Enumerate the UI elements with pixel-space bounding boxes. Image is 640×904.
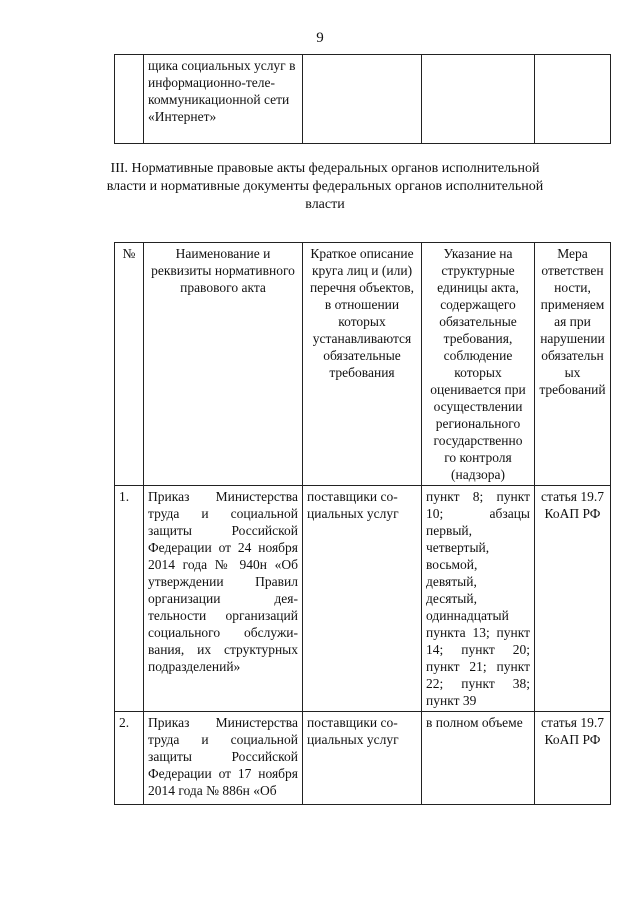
act-name: Приказ Министерства труда и социальной защиты Российской Федерации от 17 ноября 2014 года № 886н «Об [144,712,303,805]
table-cell [535,55,611,144]
table-row [115,712,611,805]
header-number: № [115,243,144,486]
table-row [115,486,611,712]
liability-measure: статья 19.7 КоАП РФ [535,712,611,805]
table-cell [303,55,422,144]
liability-measure: статья 19.7 КоАП РФ [535,486,611,712]
table-row [115,55,611,144]
table-cell [422,55,535,144]
structural-units: в полном объеме [422,712,535,805]
table-cell: щика социальных услуг в информационно-теле-коммуникационной сети «Интернет» [144,55,303,144]
regulatory-acts-table [114,242,611,805]
subject-description: поставщики со-циальных услуг [303,712,422,805]
header-act-name: Наименование и реквизиты нормативного правового акта [144,243,303,486]
subject-description: поставщики со-циальных услуг [303,486,422,712]
row-number: 1. [115,486,144,712]
table-cell [115,55,144,144]
continued-table-fragment [114,54,611,144]
table-header-row [115,243,611,486]
header-description: Краткое описание круга лиц и (или) перечня объектов, в отношении которых устанавливаются обязательные требования [303,243,422,486]
header-liability-measure: Мера ответствен ности, применяем ая при нарушении обязательн ых требований [535,243,611,486]
header-structural-units: Указание на структурные единицы акта, содержащего обязательные требования, соблюдение которых оценивается при осуществлении регионального государственно го контроля (надзора) [422,243,535,486]
structural-units: пункт 8; пункт 10; абзацы первый, четвертый, восьмой, девятый, десятый, одиннадцатый пункта 13; пункт 14; пункт 20; пункт 21; пункт 22; пункт 38; пункт 39 [422,486,535,712]
section-heading: III. Нормативные правовые акты федеральных органов исполнительной власти и нормативные документы федеральных органов исполнительной власти [106,161,544,212]
act-name: Приказ Министерства труда и социальной защиты Российской Федерации от 24 ноября 2014 года № 940н «Об утверждении Правил организации дея-тельности организаций социального обслужи-вания, их структурных подразделений» [144,486,303,712]
row-number: 2. [115,712,144,805]
page-number: 9 [316,30,324,46]
